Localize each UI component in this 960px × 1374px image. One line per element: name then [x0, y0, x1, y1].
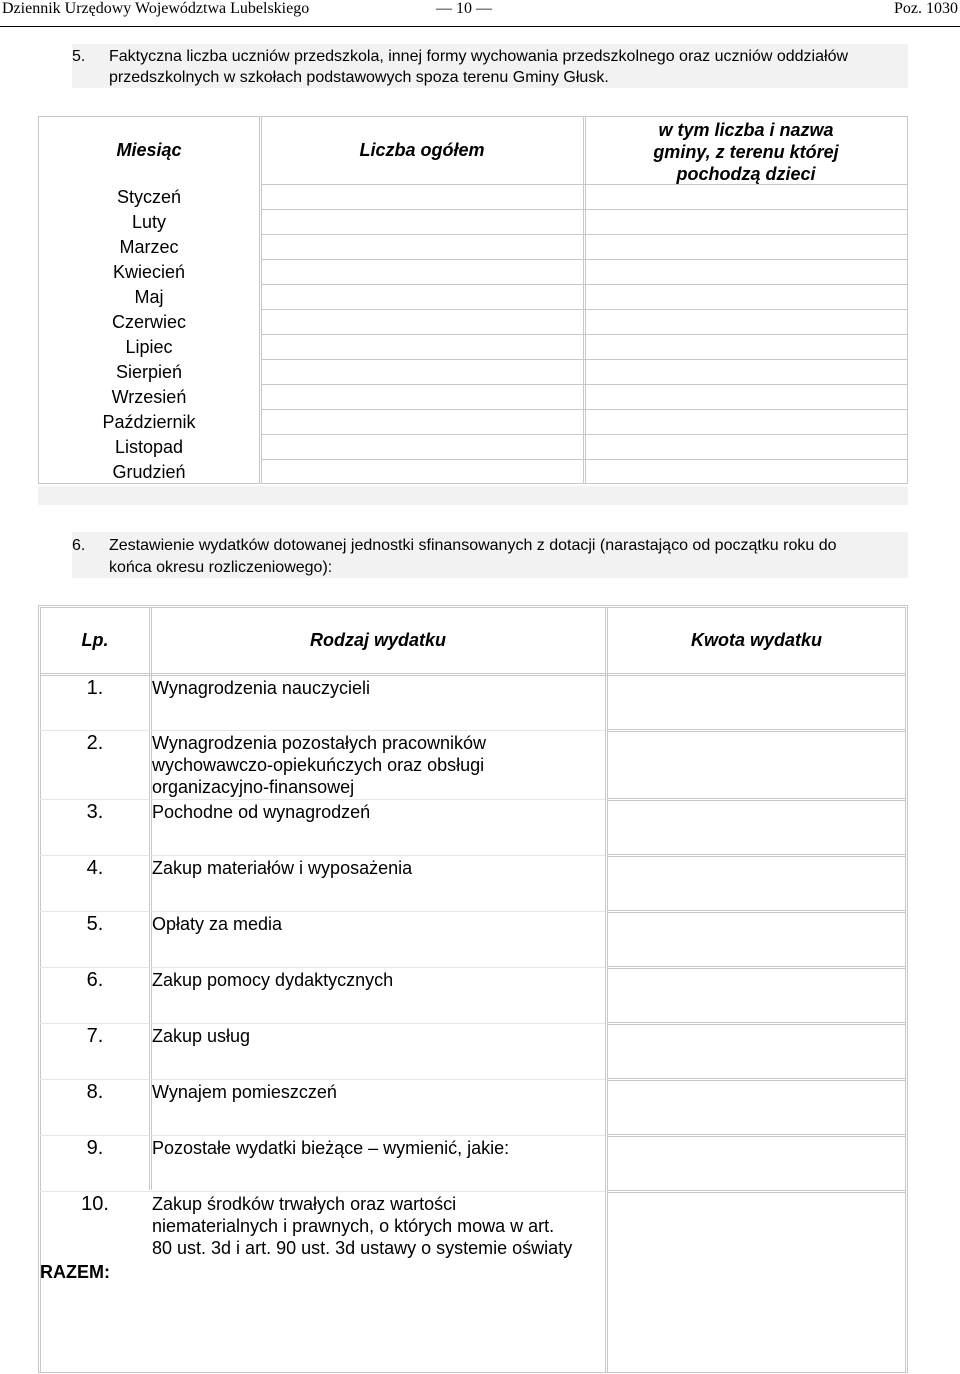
row-number: 9.	[86, 1137, 104, 1159]
expense-line: Zakup usług	[152, 1026, 251, 1046]
header-rule	[0, 26, 960, 27]
position-number: Poz. 1030	[894, 0, 958, 17]
expense-type	[152, 801, 602, 823]
section5-number: 5.	[72, 48, 86, 65]
expense-type	[152, 913, 602, 935]
section5-line1: Faktyczna liczba uczniów przedszkola, innej formy wychowania przedszkolnego oraz uczniów oddziałów	[109, 48, 849, 65]
journal-title: Dziennik Urzędowy Województwa Lubelskiego	[2, 0, 310, 17]
month-label: Grudzień	[112, 462, 186, 482]
expense-type	[152, 969, 602, 991]
total-label: RAZEM:	[40, 1262, 110, 1282]
section6-line1: Zestawienie wydatków dotowanej jednostki sfinansowanych z dotacji (narastająco od początku roku do	[109, 537, 837, 554]
row-number: 5.	[86, 913, 104, 935]
column-header-total: Liczba ogółem	[359, 140, 485, 160]
expense-type	[152, 732, 602, 798]
table1-shade-strip	[38, 486, 908, 505]
month-label: Styczeń	[116, 187, 182, 207]
month-label: Kwiecień	[112, 262, 186, 282]
row-number: 8.	[86, 1081, 104, 1103]
expense-line: Opłaty za media	[152, 914, 283, 934]
gmina-header-line2: gminy, z terenu której	[653, 142, 839, 162]
expense-line: organizacyjno-finansowej	[152, 777, 355, 797]
row-number: 10.	[81, 1193, 109, 1215]
expense-line: Zakup środków trwałych oraz wartości	[152, 1194, 457, 1214]
row-number: 2.	[86, 732, 104, 754]
expense-type	[152, 1137, 602, 1159]
section6-number: 6.	[72, 537, 86, 554]
row-number: 4.	[86, 857, 104, 879]
expense-line: Zakup pomocy dydaktycznych	[152, 970, 394, 990]
month-label: Wrzesień	[111, 387, 187, 407]
expense-type	[152, 1193, 602, 1259]
row-number: 7.	[86, 1025, 104, 1047]
month-label: Marzec	[119, 237, 179, 257]
month-label: Maj	[134, 287, 164, 307]
month-label: Czerwiec	[111, 312, 186, 332]
month-label: Październik	[102, 412, 196, 432]
expense-line: Pochodne od wynagrodzeń	[152, 802, 371, 822]
section5-paragraph	[72, 46, 908, 90]
column-header-amount: Kwota wydatku	[690, 630, 823, 650]
expense-line: Wynajem pomieszczeń	[152, 1082, 337, 1102]
expense-line: Wynagrodzenia nauczycieli	[152, 678, 370, 698]
page-header	[0, 0, 960, 26]
expense-line: Zakup materiałów i wyposażenia	[152, 858, 413, 878]
row-number: 3.	[86, 801, 104, 823]
column-header-month: Miesiąc	[116, 140, 182, 160]
row-number: 1.	[86, 677, 104, 699]
expense-line: Pozostałe wydatki bieżące – wymienić, jakie:	[152, 1138, 510, 1158]
column-header-expense-type: Rodzaj wydatku	[309, 630, 447, 650]
expense-line: Wynagrodzenia pozostałych pracowników	[152, 733, 487, 753]
page-number: — 10 —	[436, 0, 492, 17]
month-label: Sierpień	[115, 362, 183, 382]
section6-line2: końca okresu rozliczeniowego):	[109, 559, 333, 576]
expense-line: wychowawczo-opiekuńczych oraz obsługi	[152, 755, 485, 775]
section6-paragraph	[72, 535, 908, 579]
column-header-lp: Lp.	[81, 630, 109, 650]
expense-type	[152, 857, 602, 879]
expense-type	[152, 677, 602, 699]
expense-type	[152, 1025, 602, 1047]
month-label: Luty	[131, 212, 167, 232]
month-label: Listopad	[114, 437, 184, 457]
expense-line: 80 ust. 3d i art. 90 ust. 3d ustawy o systemie oświaty	[152, 1238, 573, 1258]
month-label: Lipiec	[125, 337, 173, 357]
gmina-header-line3: pochodzą dzieci	[676, 164, 816, 184]
column-header-gmina	[586, 119, 906, 185]
expense-type	[152, 1081, 602, 1103]
expense-line: niematerialnych i prawnych, o których mowa w art.	[152, 1216, 555, 1236]
row-number: 6.	[86, 969, 104, 991]
gmina-header-line1: w tym liczba i nazwa	[658, 120, 834, 140]
section5-line2: przedszkolnych w szkołach podstawowych spoza terenu Gminy Głusk.	[109, 69, 609, 86]
